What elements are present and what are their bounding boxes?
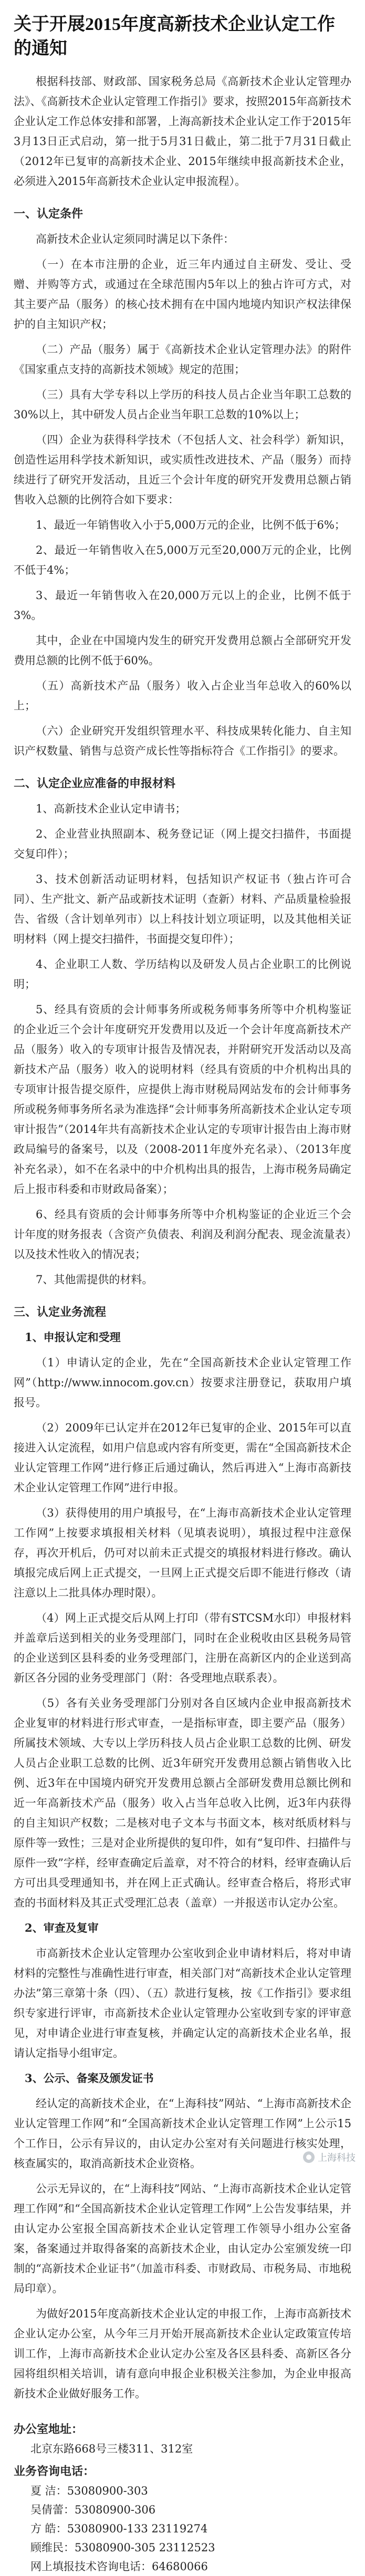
phone-row bbox=[14, 2538, 351, 2557]
subsection-item: （5）各有关业务受理部门分别对各自区域内企业申报高新技术企业复审的材料进行形式审查，一是指标审查，即主要产品（服务）所属技术领域、大专以上学历科技人员占企业职工总数的比例、研发人员占企业职工总数的比例、近3年研究开发费用总额占销售收入比例、近3年在中国境内研究开发费用总额占全部研发费用总额比例和近一年高新技术产品（服务）收入占当年总收入比例，近3年内获得的自主知识产权数；二是核对电子文本与书面文本，核对纸质材料与原件等一致性；三是对企业所提供的复印件，如有“复印件、扫描件与原件一致”字样，经审查确定后盖章，对不符合的材料，经审查确认后方可出具受理通知书，并在网上正式确认。经审查合格后，将形式审查的书面材料及其正式受理汇总表（盖章）一并报送市认定办公室。 bbox=[14, 1697, 351, 1909]
subsection-item: 市高新技术企业认定管理办公室收到企业申请材料后，将对申请材料的完整性与准确性进行审查，相关部门对“高新技术企业认定管理办法”第三章第十条（四）、（五）款进行复核，按《工作指引》要求组织专家进行评审，市高新技术企业认定管理办公室收到专家的评审意见，对申请企业进行审查复核，并确定认定的高新技术企业名单，报请认定指导小组审定。 bbox=[14, 1947, 351, 2059]
subsection-heading: 3、公示、备案及颁发证书 bbox=[25, 2072, 154, 2085]
phone-contact-name: 方 皓： bbox=[30, 2522, 67, 2535]
section-item: （三）具有大学专科以上学历的科技人员占企业当年职工总数的30%以上，其中研发人员占企业当年职工总数的10%以上； bbox=[14, 388, 351, 421]
subsection-item: 为做好2015年度高新技术企业认定的申报工作，上海市高新技术企业认定办公室，从今年三月开始开展高新技术企业认定政策宣传培训工作，上海市高新技术企业认定办公室及各区县科委、高新区各分园将组织相关培训，请有意向申报企业积极关注参加，为企业申报高新技术企业做好服务工作。 bbox=[14, 2307, 351, 2400]
phone-row bbox=[14, 2500, 351, 2519]
section-item: 5、经具有资质的会计师事务所或税务师事务所等中介机构鉴证的企业近三个会计年度研究开发费用以及近一个会计年度高新技术产品（服务）收入的专项审计报告及情况表，并附研究开发活动以及高新技术产品（服务）收入的说明材料（经具有资质的中介机构出具的专项审计报告提交原件，应提供上海市财税局网站发布的会计师事务所或税务师事务所名录为准选择“会计师事务所高新技术企业认定专项审计报告”（2014年共有高新技术企业认定的专项审计报告由上海市财政局编号的备案号，以及（2008-2011年度外充名录）、（2013年度补充名录），如不在名录中的中介机构出具的报告，上海市税务局确定后上报市科委和市财政局备案）； bbox=[14, 1003, 351, 1196]
office-label: 办公室地址： bbox=[14, 2423, 84, 2436]
section-item: 高新技术企业认定须同时满足以下条件： bbox=[36, 233, 234, 245]
phone-contact-name: 网上填报技术咨询电话： bbox=[30, 2560, 152, 2573]
section-item: 2、企业营业执照副本、税务登记证（网上提交扫描件，书面提交复印件）； bbox=[14, 828, 351, 860]
contact-block bbox=[14, 2419, 351, 2576]
section-item: 2、最近一年销售收入在5,000万元至20,000万元的企业，比例不低于4%； bbox=[14, 544, 351, 576]
section-item: 1、最近一年销售收入小于5,000万元的企业，比例不低于6%； bbox=[36, 519, 346, 531]
section-heading: 一、认定条件 bbox=[14, 207, 84, 221]
subsection-heading: 1、申报认定和受理 bbox=[25, 1331, 121, 1344]
section-item: 6、经具有资质的会计师事务所等中介机构鉴证的企业近三个会计年度的财务报表（含资产负债表、利润及利润分配表、现金流量表）以及技术性收入的情况表； bbox=[14, 1208, 351, 1261]
section-item: （一）在本市注册的企业，近三年内通过自主研发、受让、受赠、并购等方式，或通过在全球范围内5年以上的独占许可方式，对其主要产品（服务）的核心技术拥有在中国内地境内知识产权法律保护的自主知识产权； bbox=[14, 258, 351, 331]
section-item: （二）产品（服务）属于《高新技术企业认定管理办法》的附件《国家重点支持的高新技术领域》规定的范围； bbox=[14, 343, 351, 376]
wechat-logo-icon bbox=[303, 2151, 315, 2163]
section-heading: 二、认定企业应准备的申报材料 bbox=[14, 777, 176, 790]
phone-row bbox=[14, 2481, 351, 2500]
section-item: 3、最近一年销售收入在20,000万元以上的企业，比例不低于3%。 bbox=[14, 589, 351, 622]
subsection-item: 公示无异议的，在“上海科技”网站、“上海市高新技术企业认定管理工作网”和“全国高新技术企业认定管理工作网”上公告发事结果，并由认定办公室报全国高新技术企业认定管理工作领导小组办公室备案，备案通过并取得备案的高新技术企业，由认定办公室颁发统一印制的“高新技术企业证书”（加盖市科委、市财政局、市税务局、市地税局印章）。 bbox=[14, 2182, 351, 2295]
subsection-item: （3）获得使用的用户填报号，在“上海市高新技术企业认定管理工作网”上按要求填报相关材料（见填表说明），填报过程中注意保存，再次开机后，仍可对以前未正式提交的填报材料进行修改。确认填报完成后网上正式提交，一旦网上正式提交后即不能进行修改（请注意以上二批具体办理时限）。 bbox=[14, 1507, 351, 1599]
phone-contact-name: 吴倩蕾： bbox=[30, 2503, 75, 2516]
phone-row bbox=[14, 2557, 351, 2576]
section-item: 1、高新技术企业认定申请书； bbox=[36, 802, 186, 815]
phone-number: 53080900-133 23119274 bbox=[67, 2522, 208, 2535]
phone-number: 53080900-306 bbox=[75, 2503, 156, 2516]
subsection-item: 经认定的高新技术企业，在“上海科技”网站、“上海市高新技术企业认定管理工作网”和“全国高新技术企业认定管理工作网”上公示15个工作日，公示有异议的，由认定办公室对有关问题进行核实处理，核查属实的，取消高新技术企业资格。 bbox=[14, 2097, 351, 2170]
page-title: 关于开展2015年度高新技术企业认定工作的通知 bbox=[14, 15, 335, 58]
phone-contact-name: 顾维民： bbox=[30, 2541, 75, 2554]
section-item: 7、其他需提供的材料。 bbox=[36, 1273, 153, 1286]
section-item: 其中，企业在中国境内发生的研究开发费用总额占全部研究开发费用总额的比例不低于60%。 bbox=[14, 634, 351, 667]
phone-row bbox=[14, 2519, 351, 2538]
subsection-heading: 2、审查及复审 bbox=[25, 1921, 99, 1934]
section-item: 3、技术创新活动证明材料，包括知识产权证书（独占许可合同）、生产批文、新产品或新技术证明（查新）材料、产品质量检验报告、省级（含计划单列市）以上科技计划立项证明，以及其他相关证明材料（网上提交扫描件，书面提交复印件）； bbox=[14, 873, 351, 945]
watermark-text: 上海科技 bbox=[318, 2152, 356, 2163]
phone-number: 64680066 bbox=[152, 2560, 208, 2573]
phone-label: 业务咨询电话： bbox=[14, 2465, 95, 2478]
subsection-item: （4）网上正式提交后从网上打印（带有STCSM水印）申报材料并盖章后送到相关的业务受理部门，同时在企业税收由区县税务局管的企业送到区县科委的业务受理部门，注册在高新区内的企业送到高新区各分园的业务受理部门（附：各受理地点联系表）。 bbox=[14, 1612, 351, 1684]
phone-list bbox=[14, 2481, 351, 2576]
phone-number: 53080900-305 23112523 bbox=[75, 2541, 215, 2554]
section-item: 4、企业职工人数、学历结构以及研发人员占企业职工的比例说明； bbox=[14, 958, 351, 991]
section-item: （五）高新技术产品（服务）收入占企业当年总收入的60%以上； bbox=[14, 679, 351, 712]
intro-paragraph: 根据科技部、财政部、国家税务总局《高新技术企业认定管理办法》、《高新技术企业认定管理工作指引》要求，按照2015年高新技术企业认定工作总体安排和部署，上海高新技术企业认定工作于2015年3月13日正式启动，第一批于5月31日截止，第二批于7月31日截止（2012年已复审的高新技术企业、2015年继续申报高新技术企业，必须进入2015年高新技术企业认定申报流程）。 bbox=[14, 75, 351, 188]
wechat-watermark bbox=[303, 2150, 356, 2164]
office-address: 北京东路668号三楼311、312室 bbox=[30, 2443, 193, 2455]
phone-contact-name: 夏 洁： bbox=[30, 2485, 67, 2497]
section-item: （六）企业研究开发组织管理水平、科技成果转化能力、自主知识产权数量、销售与总资产成长性等指标符合《工作指引》的要求。 bbox=[14, 725, 351, 757]
section-heading: 三、认定业务流程 bbox=[14, 1305, 107, 1319]
phone-number: 53080900-303 bbox=[67, 2485, 148, 2497]
subsection-item: （1）申请认定的企业，先在“全国高新技术企业认定管理工作网”（http://www.innocom.gov.cn）按要求注册登记，获取用户填报号。 bbox=[14, 1356, 351, 1409]
subsection-item: （2）2009年已认定并在2012年已复审的企业、2015年可以直接进入认定流程，如用户信息或内容有所变更，需在“全国高新技术企业认定管理工作网”进行修正后通过确认，然后再进入“上海市高新技术企业认定管理工作网”进行申报。 bbox=[14, 1421, 351, 1494]
section-item: （四）企业为获得科学技术（不包括人文、社会科学）新知识，创造性运用科学技术新知识，或实质性改进技术、产品（服务）而持续进行了研究开发活动，且近三个会计年度的研究开发费用总额占销售收入总额的比例符合如下要求： bbox=[14, 434, 351, 506]
sections-container bbox=[14, 204, 351, 2404]
